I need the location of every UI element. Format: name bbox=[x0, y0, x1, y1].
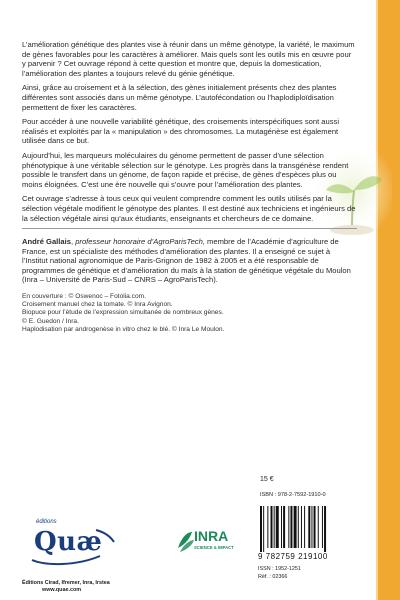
publisher-website: www.quae.com bbox=[42, 587, 82, 593]
barcode-bar bbox=[294, 506, 297, 548]
editions-label: éditions bbox=[36, 519, 57, 525]
barcode-bar bbox=[281, 506, 282, 548]
barcode-bar bbox=[324, 506, 326, 552]
barcode-bar bbox=[301, 506, 302, 548]
barcode-bar bbox=[276, 506, 279, 548]
publisher-partners: Éditions Cirad, Ifremer, Inra, Irstea bbox=[22, 580, 110, 586]
issn: ISSN : 1952-1251 bbox=[258, 566, 301, 572]
author-bio-text: membre de l’Académie d’agriculture de France, est un spécialiste des méthodes d’amélioration des plantes. Il a enseigné ce sujet à l’Institut national agronomique de Paris-Grignon de 1982 à 2005 et a été responsable de programmes de génétique et d’amélioration du maïs à la station de génétique végétale du Moulon (Inra – Université de Paris-Sud – CNRS – AgroParisTech). bbox=[22, 237, 351, 285]
inra-name: INRA bbox=[194, 528, 229, 544]
barcode-bar bbox=[298, 506, 299, 548]
paragraph-5: Cet ouvrage s’adresse à tous ceux qui veulent comprendre comment les outils utilisés par la sélection végétale modifient le génotype des plantes. Il est destiné aux techniciens et ingénieurs de la sélection végétale ainsi qu’aux étudiants, enseignants et chercheurs de ce domaine. bbox=[22, 194, 356, 223]
credit-line: En couverture : © Oswenoc – Fotolia.com. bbox=[22, 293, 146, 301]
barcode bbox=[258, 506, 346, 552]
barcode-bar bbox=[304, 506, 305, 548]
author-title: professeur honoraire d’AgroParisTech, bbox=[75, 237, 205, 247]
barcode-bar bbox=[308, 506, 310, 548]
barcode-bar bbox=[314, 506, 316, 548]
author-name: André Gallais bbox=[22, 237, 71, 247]
reference: Réf. : 02366 bbox=[258, 574, 288, 580]
barcode-number: 9 782759 219100 bbox=[258, 552, 328, 561]
main-text-block bbox=[22, 40, 357, 334]
author-bio: André Gallais, professeur honoraire d’AgroParisTech, membre de l’Académie d’agriculture de France, est un spécialiste des méthodes d’amélioration des plantes. Il a enseigné ce sujet à l’Institut national agronomique de Paris-Grignon de 1982 à 2005 et a été responsable de programmes de génétique et d’amélioration du maïs à la station de génétique végétale du Moulon (Inra – Université de Paris-Sud – CNRS – AgroParisTech). bbox=[22, 237, 351, 285]
paragraph-2: Ainsi, grâce au croisement et à la sélection, des gènes initialement présents chez des plantes différentes sont associés dans un même génotype. L’autofécondation ou l’haplodiploïdisation permettent de fixer les caractères. bbox=[22, 83, 337, 112]
publisher-name: Quæ bbox=[34, 527, 103, 557]
barcode-bar bbox=[263, 506, 264, 552]
credit-line: Croisement manuel chez la tomate. © Inra Avignon. bbox=[22, 301, 173, 309]
divider bbox=[22, 228, 357, 229]
barcode-bar bbox=[283, 506, 285, 548]
credit-line: Biopuce pour l’étude de l’expression simultanée de nombreux gènes. bbox=[22, 309, 224, 317]
barcode-bar bbox=[260, 506, 262, 552]
paragraph-4: Aujourd’hui, les marqueurs moléculaires du génome permettent de passer d’une sélection phénotypique à une véritable sélection sur le génotype. Les progrès dans la transgénèse rendent possible le transfert dans un génome, de façon rapide et précise, de gènes d’espèces plus ou moins éloignées. C’est une ère nouvelle qui s’ouvre pour l’amélioration des plantes. bbox=[22, 150, 349, 189]
price: 15 € bbox=[260, 476, 274, 483]
credit-line: Haplodisation par androgenèse in vitro chez le blé. © Inra Le Moulon. bbox=[22, 325, 225, 333]
barcode-bar bbox=[274, 506, 275, 548]
inra-tagline: SCIENCE & IMPACT bbox=[194, 545, 234, 550]
barcode-bar bbox=[290, 506, 292, 548]
barcode-bar bbox=[288, 506, 289, 548]
photo-credits bbox=[22, 293, 357, 334]
barcode-bar bbox=[322, 506, 323, 548]
barcode-bar bbox=[318, 506, 319, 548]
isbn: ISBN : 978-2-7592-1910-0 bbox=[260, 492, 326, 498]
paragraph-1: L’amélioration génétique des plantes vise à réunir dans un même génotype, la variété, le maximum de gènes favorables pour les caractères à améliorer. Mais quels sont les outils mis en œuvre pour y parvenir ? Cet ouvrage répond à cette question et montre que, depuis la domestication, l’amélioration des plantes a toujours relevé du génie génétique. bbox=[22, 40, 355, 78]
paragraph-3: Pour accéder à une nouvelle variabilité génétique, des croisements interspécifiques sont aussi réalisés et exploités par la « manipulation » des chromosomes. La mutagénèse est également utilisée dans ce but. bbox=[22, 117, 340, 146]
orange-spine-band bbox=[378, 0, 400, 600]
barcode-bar bbox=[267, 506, 268, 548]
credit-line: © E. Guedon / Inra. bbox=[22, 317, 79, 325]
barcode-bar bbox=[311, 506, 312, 548]
barcode-bar bbox=[271, 506, 273, 548]
